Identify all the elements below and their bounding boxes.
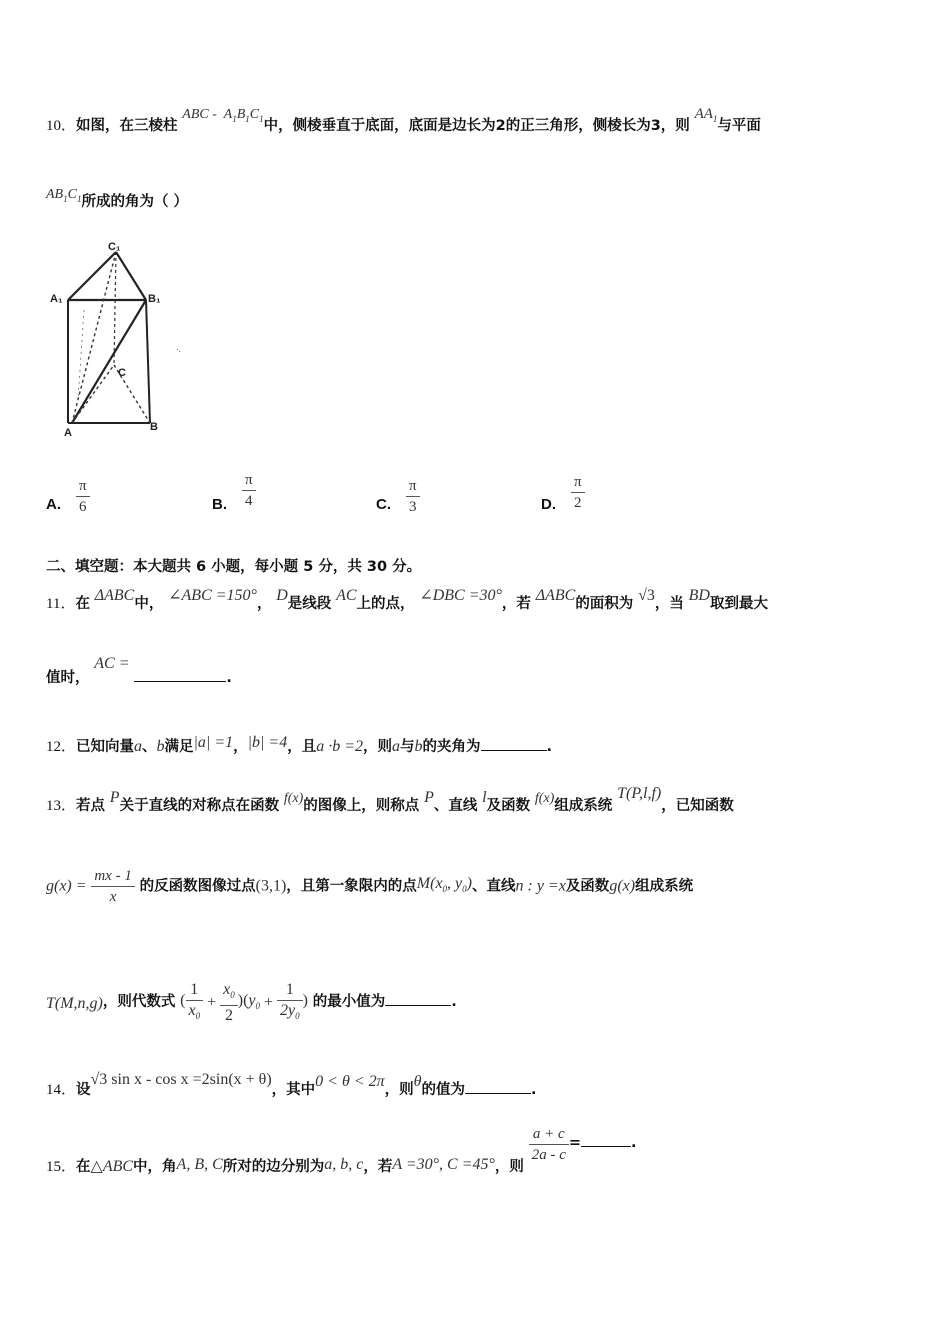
q10-line2: $AB_1C_1$所成的角为（ ） xyxy=(46,187,189,210)
q10-line1: 10．如图，在三棱柱 ABC - $A_1B_1C_1$中，侧棱垂直于底面，底面是边长为2的正三角形，侧棱长为3，则 $AA_1$与平面 xyxy=(46,106,761,134)
q12-line: 12．已知向量a、b满足|a| =1，|b| =4，且a ·b =2，则a与b的夹角为 . xyxy=(46,734,553,755)
g-fraction: $\frac{mx - 1}{x}$ xyxy=(91,866,135,907)
section-heading: 二、填空题：本大题共 6 小题，每小题 5 分，共 30 分。 xyxy=(46,559,422,575)
q15-line: 15．在△ABC中，角A, B, C所对的边分别为a, b, c，若A =30°, C =45°，则 $\frac{a + c}{2a - c}$ = . xyxy=(46,1126,637,1175)
q10-edge: $AA_1$ xyxy=(694,106,718,124)
label-a: A xyxy=(64,427,72,439)
q11-line1: 11．在 ΔABC中， ∠ABC =150°， D是线段 AC上的点， ∠DBC =30°，若 ΔABC的面积为 √3，当 BD取到最大 xyxy=(46,587,768,612)
label-a1: A₁ xyxy=(50,293,63,305)
q11-answer-blank[interactable] xyxy=(134,681,226,682)
q14-answer-blank[interactable] xyxy=(465,1093,531,1094)
q13-line2: g(x) = $\frac{mx - 1}{x}$ 的反函数图像过点(3,1)，且第一象限内的点$M(x_0$, $y_0$)、直线n : y =x及函数g(x)组成系统 xyxy=(46,868,694,905)
point-m: $M(x_0$, $y_0$) xyxy=(416,874,472,894)
label-c: C xyxy=(118,367,126,379)
q14-line: 14．设√3 sin x - cos x =2sin(x + θ)，其中0 < θ < 2π，则θ的值为 . xyxy=(46,1071,537,1098)
q10-plane: $AB_1C_1$ xyxy=(46,187,82,204)
q10-prism: ABC - $A_1B_1C_1$ xyxy=(182,107,264,124)
svg-text:·.: ·. xyxy=(176,345,181,354)
q15-answer-blank[interactable] xyxy=(581,1146,631,1147)
q11-line2: 值时， AC = . xyxy=(46,655,232,686)
expression: ( $\frac{1}{x_0}$ + $\frac{x_0}{2}$ )($y_0$ + $\frac{1}{2y_0}$ ) xyxy=(180,981,308,1025)
q13-line1: 13．若点 P关于直线的对称点在函数 f(x)的图像上，则称点 P、直线 l及函数 f(x)组成系统 T(P,l,f)，已知函数 xyxy=(46,785,734,814)
q12-answer-blank[interactable] xyxy=(481,750,547,751)
q13-line3: T(M,n,g)，则代数式 ( $\frac{1}{x_0}$ + $\frac{x_0}{2}$ )($y_0$ + $\frac{1}{2y_0}$ ) 的最小值为 . xyxy=(46,981,457,1025)
prism-figure xyxy=(48,240,248,440)
q13-answer-blank[interactable] xyxy=(385,1005,451,1006)
q15-fraction: $\frac{a + c}{2a - c}$ xyxy=(529,1124,569,1165)
q10-number: 10． xyxy=(46,118,77,134)
label-c1: C₁ xyxy=(108,241,121,253)
label-b1: B₁ xyxy=(148,293,161,305)
label-b: B xyxy=(150,421,158,433)
